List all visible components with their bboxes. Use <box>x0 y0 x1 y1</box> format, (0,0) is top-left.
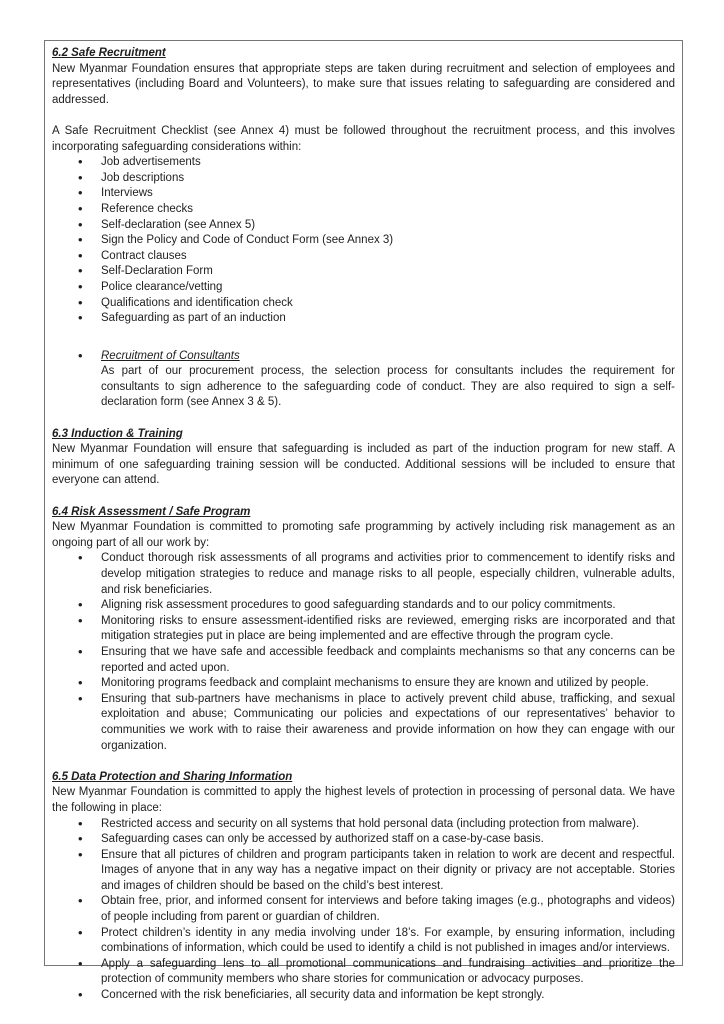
section-heading-6-2: 6.2 Safe Recruitment <box>52 47 166 59</box>
list-item: • Interviews <box>52 186 675 202</box>
section-risk-assessment <box>52 505 675 755</box>
list-item: • Ensuring that sub-partners have mechanisms in place to actively prevent child abuse, trafficking, and sexual exploitation and abuse; Communicating our policies and expectations of our representatives’ behavior to communities we work with to raise their awareness and provide information on how they can engage with our organization. <box>52 692 675 754</box>
list-item: • Safeguarding as part of an induction <box>52 311 675 327</box>
paragraph: A Safe Recruitment Checklist (see Annex 4) must be followed throughout the recruitment process, and this involves incorporating safeguarding considerations within: <box>52 124 675 153</box>
spacer <box>52 411 675 427</box>
list-item: • Monitoring risks to ensure assessment-identified risks are reviewed, emerging risks are incorporated and that mitigation strategies put in place are being implemented and are effective through the program cycle. <box>52 614 675 645</box>
paragraph: New Myanmar Foundation will ensure that safeguarding is included as part of the induction program for new staff. A minimum of one safeguarding training session will be conducted. Additional sessions will be included to ensure that everyone can attend. <box>52 443 675 487</box>
list-item: • Ensuring that we have safe and accessible feedback and complaints mechanisms so that any concerns can be reported and acted upon. <box>52 645 675 676</box>
list-item: • Monitoring programs feedback and complaint mechanisms to ensure they are known and utilized by people. <box>52 676 675 692</box>
section-induction-training <box>52 427 675 489</box>
list-item: • Apply a safeguarding lens to all promotional communications and fundraising activities and prioritize the protection of community members who share stories for communication or advocacy purposes. <box>52 957 675 988</box>
recruitment-checklist <box>52 155 675 327</box>
section-data-protection <box>52 770 675 1004</box>
paragraph: New Myanmar Foundation is committed to apply the highest levels of protection in processing of personal data. We have the following in place: <box>52 786 675 814</box>
list-item: • Contract clauses <box>52 249 675 265</box>
list-item: • Protect children’s identity in any media involving under 18’s. For example, by ensuring information, including combinations of information, which could be used to identify a child is not published in images and/or interviews. <box>52 926 675 957</box>
list-item: • Conduct thorough risk assessments of all programs and activities prior to commencement to identify risks and develop mitigation strategies to reduce and manage risks to all people, especially children, vulnerable adults, and risk beneficiaries. <box>52 551 675 598</box>
section-heading-6-3: 6.3 Induction & Training <box>52 427 183 440</box>
spacer <box>52 489 675 505</box>
section-heading-6-5: 6.5 Data Protection and Sharing Information <box>52 770 293 783</box>
list-item: • Self-Declaration Form <box>52 264 675 280</box>
list-item: • Police clearance/vetting <box>52 280 675 296</box>
consultants-subheading: • Recruitment of Consultants <box>101 349 240 362</box>
spacer <box>52 108 675 124</box>
list-item: • Safeguarding cases can only be accessed by authorized staff on a case-by-case basis. <box>52 832 675 848</box>
list-item: • Qualifications and identification check <box>52 296 675 312</box>
recruitment-of-consultants <box>52 349 675 411</box>
list-item: • Sign the Policy and Code of Conduct Form (see Annex 3) <box>52 233 675 249</box>
list-item: • Reference checks <box>52 202 675 218</box>
paragraph: As part of our procurement process, the selection process for consultants includes the requirement for consultants to sign adherence to the safeguarding code of conduct. They are also required to sign a self-declaration form (see Annex 3 & 5). <box>101 365 675 409</box>
list-item: • Aligning risk assessment procedures to good safeguarding standards and to our policy commitments. <box>52 598 675 614</box>
section-heading-6-4: 6.4 Risk Assessment / Safe Program <box>52 505 251 518</box>
paragraph: New Myanmar Foundation ensures that appropriate steps are taken during recruitment and selection of employees and representatives (including Board and Volunteers), to make sure that issues relating to safeguarding are considered and addressed. <box>52 62 675 106</box>
data-protection-list <box>52 817 675 1004</box>
risk-assessment-list <box>52 551 675 754</box>
section-safe-recruitment <box>52 46 675 411</box>
list-item: • Self-declaration (see Annex 5) <box>52 218 675 234</box>
list-item: • Job advertisements <box>52 155 675 171</box>
spacer <box>52 327 675 349</box>
list-item: • Restricted access and security on all systems that hold personal data (including protection from malware). <box>52 817 675 833</box>
document-border-frame <box>44 40 683 1002</box>
list-item: • Obtain free, prior, and informed consent for interviews and before taking images (e.g., photographs and videos) of people including from parent or guardian of children. <box>52 894 675 925</box>
spacer <box>52 754 675 770</box>
list-item: • Concerned with the risk beneficiaries, all security data and information be kept strongly. <box>52 988 675 1004</box>
list-item: • Job descriptions <box>52 171 675 187</box>
list-item: • Ensure that all pictures of children and program participants taken in relation to work are decent and respectful. Images of anyone that in any way has a negative impact on their dignity or privacy are not acceptable. Stories and images of children should be based on the child’s best interest. <box>52 848 675 895</box>
paragraph: New Myanmar Foundation is committed to promoting safe programming by actively including risk management as an ongoing part of all our work by: <box>52 521 675 549</box>
